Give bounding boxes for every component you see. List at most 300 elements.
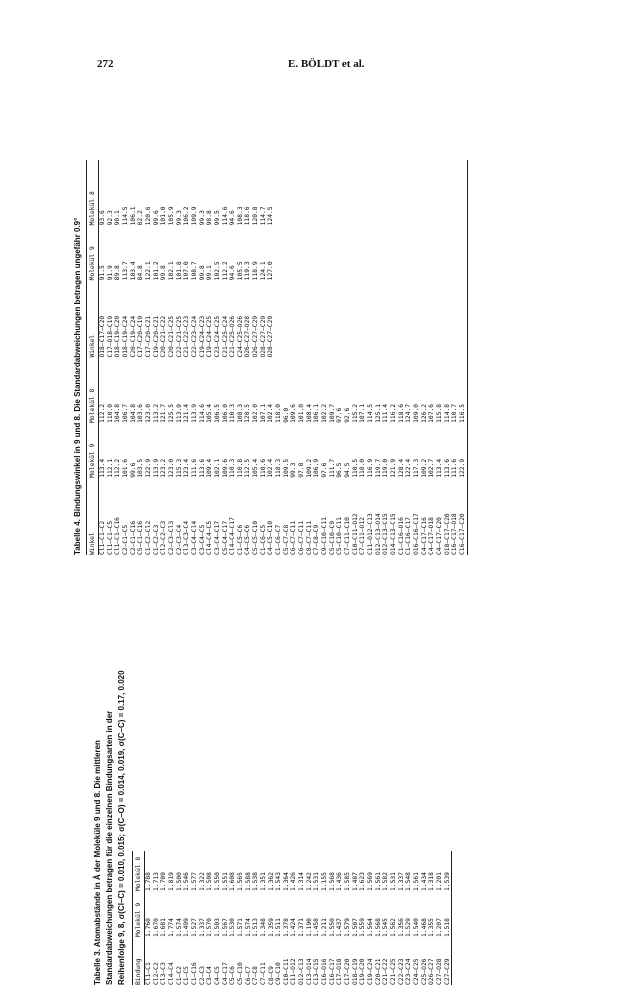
table-cell: O14–C13–C15	[389, 513, 397, 555]
table-cell: C20–C21–C22	[160, 315, 168, 358]
table-cell	[444, 280, 452, 357]
table-cell	[428, 225, 436, 280]
table-row	[367, 160, 375, 555]
table-cell: C16–C17–O18	[451, 513, 459, 555]
table-cell: 1.201	[435, 872, 443, 891]
table-row	[229, 851, 237, 985]
table-row	[321, 160, 329, 555]
table-cell: 113.9	[152, 458, 160, 478]
table-cell: 1.211	[321, 918, 329, 937]
table-cell: 106.5	[213, 403, 221, 423]
table-cell: Cl1–C1–C16	[114, 517, 122, 555]
table-cell: 1.437	[336, 918, 344, 937]
table-cell: 1.513	[252, 918, 260, 937]
table-cell: 1.434	[420, 872, 428, 891]
table-cell: 1.468	[420, 918, 428, 937]
table-cell: 1.543	[275, 872, 283, 891]
table-cell: C5–C10–C9	[328, 520, 336, 555]
table-cell: C5–C10	[236, 962, 244, 985]
table-cell: 110.8	[236, 458, 244, 478]
table-cell: 105.9	[167, 206, 175, 226]
table-cell: 103.6	[137, 403, 145, 423]
table-cell: 118.0	[359, 458, 367, 478]
table-cell: 1.458	[313, 918, 321, 937]
table-row	[145, 851, 153, 985]
table-cell	[313, 280, 321, 357]
table-cell: 1.608	[229, 872, 237, 891]
table-row	[237, 851, 245, 985]
table-cell: O28–C27–C29	[267, 315, 275, 358]
table-cell	[382, 280, 390, 357]
table-cell	[459, 225, 467, 280]
table-cell: 1.337	[397, 872, 405, 891]
table-cell: 1.530	[229, 918, 237, 937]
table-cell: 118.3	[275, 458, 283, 478]
table-cell	[321, 225, 329, 280]
table-cell: C1–C16–C17	[405, 517, 413, 555]
table-cell: C1–C6–C7	[275, 524, 283, 555]
table-cell: 122.1	[144, 261, 152, 281]
table-row	[176, 851, 184, 985]
table-cell: C27–O28	[435, 958, 443, 985]
table-cell: 1.356	[397, 918, 405, 937]
table-3-col-bond: Bindung	[135, 958, 142, 985]
table-cell: C1–C2–Cl2	[144, 520, 152, 555]
table-cell: C19–C24	[367, 958, 375, 985]
table-cell	[298, 280, 306, 357]
table-row	[298, 160, 306, 555]
table-row	[421, 160, 429, 555]
table-cell	[375, 160, 383, 225]
table-cell: 127.0	[267, 261, 275, 281]
table-cell: 1.819	[167, 872, 175, 891]
table-cell: C4–C5–C10	[267, 520, 275, 555]
table-row	[229, 160, 237, 555]
table-cell: 119.3	[244, 261, 252, 281]
table-cell: C2–C3–C4	[175, 524, 183, 555]
table-cell: 124.5	[267, 206, 275, 226]
table-cell: C3–C4–C5	[198, 524, 206, 555]
table-row	[260, 160, 268, 555]
table-cell: C17–O18	[336, 958, 344, 985]
table-cell: C7–C8–C9	[313, 524, 321, 555]
table-cell: C4–C17–C20	[435, 517, 443, 555]
table-row	[344, 160, 352, 555]
table-row	[390, 160, 398, 555]
table-cell: 109.6	[290, 403, 298, 423]
table-row	[267, 160, 275, 555]
table-cell	[459, 280, 467, 357]
table-cell: 106.7	[121, 403, 129, 423]
table-row	[199, 851, 207, 985]
table-cell	[344, 225, 352, 280]
table-cell	[306, 225, 314, 280]
table-cell: 1.436	[336, 872, 344, 891]
table-cell: 102.4	[267, 458, 275, 478]
table-cell: 1.527	[190, 918, 198, 937]
table-cell	[413, 280, 421, 357]
table-cell: 114.7	[259, 206, 267, 226]
table-cell	[382, 225, 390, 280]
table-cell: 107.6	[428, 403, 436, 423]
table-cell: 105.4	[252, 458, 260, 478]
table-row	[168, 160, 176, 555]
table-cell: C22–C23	[397, 958, 405, 985]
table-4-block	[72, 160, 468, 555]
table-cell: C5–C6	[229, 966, 237, 985]
table-cell: 125.1	[374, 403, 382, 423]
table-cell: C20–C21	[374, 958, 382, 985]
table-cell: 112.2	[114, 458, 122, 478]
table-cell: 115.8	[435, 403, 443, 423]
table-cell	[283, 160, 291, 225]
table-cell: Cl1–C1–C2	[99, 520, 106, 555]
table-row	[298, 851, 306, 985]
table-cell	[444, 160, 452, 225]
table-row	[413, 851, 421, 985]
table-cell: 1.569	[367, 872, 375, 891]
table-row	[390, 851, 398, 985]
table-cell	[398, 280, 406, 357]
table-cell: 111.4	[382, 403, 390, 423]
table-cell	[451, 160, 459, 225]
table-cell: C19–C24–C25	[206, 315, 214, 358]
table-cell: 114.5	[121, 206, 129, 226]
table-cell: C7–C8	[252, 966, 260, 985]
table-cell: 1.511	[275, 918, 283, 937]
table-row	[199, 160, 207, 555]
table-cell: C7–C11–C10	[344, 517, 351, 555]
table-cell: O18–C17–C20	[443, 513, 451, 555]
table-row	[436, 160, 444, 555]
table-cell: 84.8	[137, 265, 145, 281]
table-cell: C1–C2	[175, 966, 183, 985]
table-cell: 113.6	[443, 458, 451, 478]
table-cell: C17–C20	[344, 958, 352, 985]
table-cell: C2–C3	[198, 966, 206, 985]
table-cell: C1–C5–C6	[236, 524, 244, 555]
table-cell: 99.8	[198, 265, 206, 281]
table-row	[398, 160, 406, 555]
table-cell: 123.0	[144, 403, 152, 423]
table-cell: 109.2	[420, 458, 428, 478]
table-cell: C17–C20–C21	[144, 315, 152, 358]
table-cell: 111.6	[190, 458, 198, 478]
table-cell: 98.8	[206, 210, 214, 226]
table-cell: C24–C25–O26	[236, 315, 244, 358]
table-cell: 1.355	[428, 918, 436, 937]
table-cell: 97.6	[336, 407, 344, 423]
table-cell: 1.500	[175, 872, 183, 891]
table-3-col-molecule-8: Molekül 8	[135, 856, 142, 891]
table-cell: 1.540	[412, 918, 420, 937]
table-cell: 102.5	[213, 261, 221, 281]
table-cell: O26–C27–C29	[252, 315, 260, 358]
table-cell: 119.7	[374, 458, 382, 478]
table-cell: Cl2–C2–C3	[160, 520, 168, 555]
table-cell: 111.7	[328, 458, 336, 478]
table-cell: C5–C10–C11	[336, 517, 344, 555]
table-cell: 1.348	[259, 918, 267, 937]
table-cell: 91.5	[99, 265, 106, 281]
table-cell	[344, 160, 352, 225]
table-cell: 1.371	[298, 918, 306, 937]
table-cell: 119.0	[382, 458, 390, 478]
table-cell: Cl4–C4–C17	[229, 517, 237, 555]
table-cell: 124.7	[405, 403, 413, 423]
table-cell	[290, 225, 298, 280]
table-cell	[313, 225, 321, 280]
table-cell: 1.207	[435, 918, 443, 937]
table-cell: 1.567	[221, 918, 229, 937]
table-cell: 121.4	[183, 403, 191, 423]
table-cell: 1.577	[190, 872, 198, 891]
table-cell: C1–C5	[183, 966, 191, 985]
table-row	[405, 160, 413, 555]
table-cell: 1.318	[428, 872, 436, 891]
table-cell: C19–C24–C23	[198, 315, 206, 358]
table-cell: C21–C22	[382, 958, 390, 985]
table-row	[344, 851, 352, 985]
table-cell: Cl1–C1	[145, 962, 152, 985]
table-cell	[405, 160, 413, 225]
table-4-header-row	[87, 160, 99, 555]
table-cell: 115.2	[351, 403, 359, 423]
table-cell: C9–C10	[275, 962, 283, 985]
table-cell: 1.531	[313, 872, 321, 891]
table-cell: C20–C19–C24	[129, 315, 137, 358]
table-cell	[390, 225, 398, 280]
table-row	[359, 160, 367, 555]
table-cell: 82.2	[137, 210, 145, 226]
table-row	[114, 160, 122, 555]
table-cell: O18–C19–C20	[114, 315, 122, 358]
table-cell: 1.508	[206, 872, 214, 891]
table-cell: C7–C11–O12	[359, 517, 367, 555]
table-cell	[436, 280, 444, 357]
table-cell: 108.4	[305, 403, 313, 423]
table-cell: 113.2	[152, 403, 160, 423]
table-row	[359, 851, 367, 985]
table-cell: 99.5	[213, 210, 221, 226]
table-cell: C21–C25–C24	[221, 315, 229, 358]
table-row	[428, 851, 436, 985]
table-row	[352, 851, 360, 985]
table-cell: 112.2	[99, 403, 106, 423]
table-cell: 1.531	[390, 872, 397, 891]
table-cell: 1.362	[267, 872, 275, 891]
table-cell: Cl4–C4–C5	[206, 520, 214, 555]
table-cell: 1.546	[183, 872, 191, 891]
table-cell: C3–C4–C17	[213, 520, 221, 555]
table-cell: 118.6	[397, 403, 405, 423]
table-3-body	[145, 851, 452, 985]
table-cell: 106.1	[313, 403, 321, 423]
table-row	[99, 160, 107, 555]
table-cell: C4–C17–O18	[428, 517, 436, 555]
table-4-col-molecule-8: Molekül 8	[89, 388, 96, 423]
table-cell	[329, 280, 337, 357]
table-row	[183, 851, 191, 985]
table-4-caption: Tabelle 4. Bindungswinkel in 9 und 8. Die Standardabweichungen betragen ungefähr 0.9°	[73, 217, 82, 555]
table-cell: Cl3–C3	[160, 962, 168, 985]
table-cell: 102.1	[167, 261, 175, 281]
table-3-col-molecule-9: Molekül 9	[135, 902, 142, 937]
table-cell: 1.571	[236, 918, 244, 937]
table-cell: C6–C7–C11	[298, 520, 306, 555]
table-cell: C16–C17–C20	[458, 513, 466, 555]
table-cell	[336, 225, 344, 280]
table-cell: 101.0	[298, 403, 306, 423]
table-cell: 106.2	[183, 206, 191, 226]
table-cell: 1.550	[213, 872, 221, 891]
table-cell: 1.551	[221, 872, 229, 891]
table-cell: 103.5	[137, 458, 145, 478]
table-cell: C8–C9	[267, 966, 275, 985]
table-row	[290, 160, 298, 555]
table-row	[252, 851, 260, 985]
table-row	[176, 160, 184, 555]
table-cell	[398, 225, 406, 280]
table-row	[405, 851, 413, 985]
table-cell: 102.2	[321, 403, 329, 423]
table-cell: 96.5	[336, 462, 344, 478]
table-cell: 108.3	[236, 206, 244, 226]
table-cell: 1.570	[206, 918, 214, 937]
table-cell: 1.579	[344, 918, 352, 937]
table-cell: 1.561	[412, 872, 420, 891]
table-cell: 105.5	[236, 261, 244, 281]
table-cell	[390, 280, 398, 357]
table-cell: C6–C7	[244, 966, 252, 985]
table-cell: 112.5	[244, 458, 252, 478]
table-cell: 113.0	[175, 403, 183, 423]
table-cell: 1.190	[305, 918, 313, 937]
table-cell: C9–C10–C11	[321, 517, 329, 555]
table-cell: 1.568	[374, 918, 382, 937]
table-cell: C1–C16–O16	[397, 517, 405, 555]
table-cell	[375, 225, 383, 280]
table-cell	[298, 225, 306, 280]
table-row	[107, 160, 115, 555]
table-cell: C5–C7–C8	[282, 524, 290, 555]
table-cell: C19–C20–C21	[152, 315, 160, 358]
table-cell	[390, 160, 398, 225]
table-cell: 105.4	[206, 403, 214, 423]
table-cell: 1.585	[344, 872, 352, 891]
table-cell: C1–C6–C5	[259, 524, 267, 555]
table-cell	[436, 160, 444, 225]
table-cell: 107.1	[359, 403, 367, 423]
table-cell: 1.538	[252, 872, 260, 891]
table-cell: 113.4	[99, 458, 106, 478]
table-cell: C5–C5–C10	[252, 520, 260, 555]
table-cell: 1.155	[321, 872, 329, 891]
table-cell: Cl2–C2	[152, 962, 160, 985]
table-cell: C4–C5–C6	[244, 524, 252, 555]
table-cell: 1.713	[152, 872, 160, 891]
table-cell: 110.6	[259, 458, 267, 478]
table-cell: 114.5	[366, 403, 374, 423]
table-cell	[352, 280, 360, 357]
table-cell: O18–C17–C20	[99, 315, 106, 358]
table-cell: C17–C20–C19	[137, 315, 145, 358]
table-cell: 102.4	[267, 403, 275, 423]
table-row	[451, 160, 459, 555]
table-cell: 1.574	[244, 918, 252, 937]
table-cell: 120.5	[244, 403, 252, 423]
table-3-header-row	[133, 851, 145, 985]
table-cell: 109.5	[282, 458, 290, 478]
table-cell: 117.3	[412, 458, 420, 478]
table-cell: 1.487	[351, 872, 359, 891]
table-cell	[290, 280, 298, 357]
table-cell: 110.3	[229, 458, 237, 478]
table-cell: 121.9	[389, 458, 397, 478]
table-cell: 97.8	[298, 462, 306, 478]
table-cell: C7–C11	[259, 962, 267, 985]
table-cell: 109.7	[328, 403, 336, 423]
table-3-block	[92, 665, 452, 985]
table-cell: Cl4–C4	[167, 962, 175, 985]
table-row	[275, 160, 283, 555]
table-row	[137, 160, 145, 555]
table-row	[214, 160, 222, 555]
table-4-col-angle-2: Winkel	[89, 334, 96, 358]
table-cell: 1.242	[305, 872, 313, 891]
table-cell: 108.7	[190, 261, 198, 281]
table-cell: 102.0	[252, 403, 260, 423]
table-cell	[367, 225, 375, 280]
table-cell: 97.6	[321, 462, 329, 478]
table-cell: C10–C11–O12	[351, 513, 359, 555]
table-cell: 1.351	[259, 872, 267, 891]
table-row	[130, 160, 138, 555]
table-row	[206, 160, 214, 555]
table-cell: 1.545	[382, 918, 390, 937]
table-cell	[306, 280, 314, 357]
table-cell: 116.5	[458, 403, 466, 423]
table-row	[444, 160, 452, 555]
table-cell: 1.503	[213, 918, 221, 937]
table-row	[321, 851, 329, 985]
table-row	[444, 851, 452, 985]
table-cell: 112.1	[106, 458, 114, 478]
table-4-col-molecule-9-2: Molekül 9	[89, 246, 96, 281]
table-cell: 1.559	[359, 918, 367, 937]
table-cell: 99.8	[160, 265, 168, 281]
table-cell: 99.1	[206, 265, 214, 281]
table-cell: 1.337	[198, 918, 206, 937]
table-row	[375, 851, 383, 985]
table-cell: 121.7	[160, 403, 168, 423]
table-cell: C5–C1–C16	[137, 520, 145, 555]
table-cell: 107.1	[259, 403, 267, 423]
table-cell: 1.499	[183, 918, 191, 937]
table-cell: C11–O12–C13	[366, 513, 374, 555]
table-cell: 1.568	[328, 872, 336, 891]
table-cell: C13–C15	[313, 958, 321, 985]
table-4-col-molecule-9: Molekül 9	[89, 443, 96, 478]
table-cell: C3–C4	[206, 966, 214, 985]
table-cell	[367, 160, 375, 225]
table-row	[329, 851, 337, 985]
table-cell: 123.4	[183, 458, 191, 478]
table-cell: 111.6	[451, 458, 459, 478]
table-cell: 101.0	[160, 206, 168, 226]
table-cell: 99.6	[152, 210, 160, 226]
table-cell: 126.2	[420, 403, 428, 423]
